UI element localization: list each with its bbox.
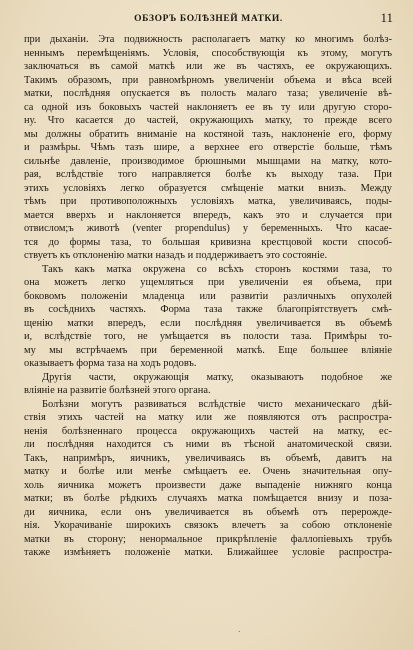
text-line: въ сосѣднихъ частяхъ. Форма таза также благопріятствуетъ смѣ- bbox=[24, 304, 392, 315]
text-line: оказываетъ форма таза на ходъ родовъ. bbox=[24, 358, 197, 369]
text-line: нія. Укорачиваніе широкихъ связокъ влечетъ за собою отклоненіе bbox=[24, 520, 392, 531]
text-line: сильнѣе давленіе, производимое брюшными мышцами на матку, кото- bbox=[24, 155, 392, 167]
text-line: также измѣняетъ положеніе матки. Ближайшее условіе распростра- bbox=[24, 547, 392, 558]
text-line: ствія этихъ частей на матку или же появляются отъ распростра- bbox=[24, 412, 392, 423]
text-line: щенію матки впередъ, если послѣдняя увеличивается въ объемѣ bbox=[24, 317, 392, 329]
printer-mark: · bbox=[238, 628, 241, 636]
text-line: мы должны обратить вниманіе на костяной тазъ, наклоненіе его, форму bbox=[24, 128, 392, 140]
running-header bbox=[24, 10, 393, 30]
text-line: Такимъ образомъ, при равномѣрномъ увеличеніи объема и вѣса всей bbox=[24, 74, 392, 86]
text-line: неннымъ перемѣщеніямъ. Условія, способствующія къ этому, могутъ bbox=[24, 47, 392, 59]
text-line: ли послѣдняя находится съ ними въ тѣсной анатомической связи. bbox=[24, 439, 392, 450]
text-line: Другія части, окружающія матку, оказываютъ подобное же bbox=[42, 371, 392, 383]
text-line: при дыханіи. Эта подвижность располагаетъ матку ко многимъ болѣз- bbox=[24, 34, 392, 45]
body-text bbox=[24, 33, 392, 560]
text-line: ну. Что касается до частей, окружающихъ матку, то прежде всего bbox=[24, 115, 392, 126]
text-line: боковомъ положеніи младенца или развитіи различныхъ опухолей bbox=[24, 290, 392, 302]
text-line: тся до формы таза, то большая кривизна крестцовой кости способ- bbox=[24, 236, 392, 248]
text-line: ненія болѣзненнаго процесса окружающихъ частей на матку, ес- bbox=[24, 425, 392, 437]
text-line: матки въ сторону; ненормальное прикрѣпленіе фаллопіевыхъ трубъ bbox=[24, 533, 392, 545]
text-line: Болѣзни могутъ развиваться вслѣдствіе чисто механическаго дѣй- bbox=[42, 398, 392, 410]
text-line: ди яичника, если онъ увеличивается въ объемѣ отъ перерожде- bbox=[24, 506, 392, 518]
text-line: тѣмъ при противоположныхъ условіяхъ матка, увеличиваясь, поды- bbox=[24, 196, 392, 207]
text-line: холь яичника можетъ произвести даже выпаденіе нижняго конца bbox=[24, 479, 392, 491]
text-line: му мы встрѣчаемъ при беременной маткѣ. Еще большее вліяніе bbox=[24, 344, 392, 356]
text-line: вліяніе на развитіе болѣзней этого органа. bbox=[24, 385, 211, 396]
text-line: ствуетъ къ отклоненію матки назадъ и поддерживаетъ это состояніе. bbox=[24, 250, 328, 261]
running-title: ОБЗОРЪ БОЛѢЗНЕЙ МАТКИ. bbox=[134, 14, 283, 24]
text-line: матки; въ болѣе рѣдкихъ случаяхъ матка помѣщается внизу и поза- bbox=[24, 493, 392, 504]
text-line: мается вверхъ и наклоняется впередъ, какъ это и случается при bbox=[24, 209, 392, 221]
text-line: заключаться въ самой маткѣ или же въ частяхъ, ее окружающихъ. bbox=[24, 61, 392, 72]
text-line: матку и болѣе или менѣе смѣщаетъ ее. Очень значительная опу- bbox=[24, 466, 392, 477]
text-line: са одной изъ боковыхъ частей наклоняетъ ее въ ту или другую сторо- bbox=[24, 101, 392, 113]
text-line: и, вслѣдствіе того, не умѣщается въ полости таза. Примѣры то- bbox=[24, 331, 392, 342]
text-line: этихъ условіяхъ легко образуется смѣщеніе матки внизъ. Между bbox=[24, 182, 392, 194]
text-line: рая, вслѣдствіе того направляется болѣе къ выходу таза. При bbox=[24, 169, 392, 180]
text-line: Такъ какъ матка окружена со всѣхъ сторонъ костями таза, то bbox=[42, 263, 392, 275]
text-line: отвислом;ъ животѣ (venter propendulus) у беременныхъ. Что касае- bbox=[24, 223, 392, 234]
page-number: 11 bbox=[380, 10, 393, 25]
text-line: матки, послѣдняя опускается въ полость малаго таза; увеличеніе вѣ- bbox=[24, 88, 392, 99]
text-line: и размѣры. Чѣмъ тазъ шире, а верхнее его отверстіе больше, тѣмъ bbox=[24, 142, 392, 153]
text-line: она можетъ легко ущемляться при увеличеніи ея объема, при bbox=[24, 277, 392, 288]
text-line: Такъ, напримѣръ, яичникъ, увеличиваясь въ объемѣ, давитъ на bbox=[24, 452, 392, 464]
